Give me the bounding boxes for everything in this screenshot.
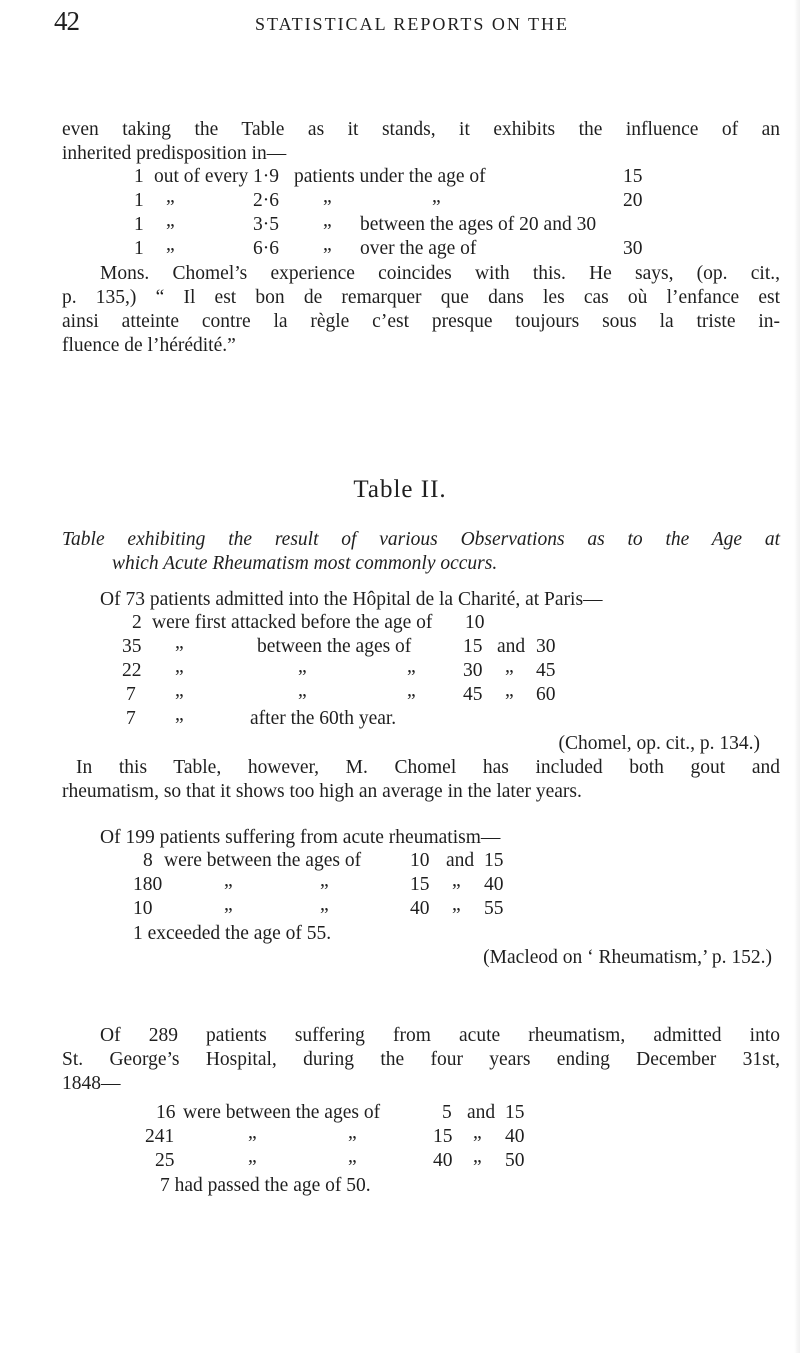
- s3-a: 5: [442, 1102, 452, 1123]
- s3-a: 15: [433, 1126, 453, 1147]
- s1-n: 7: [126, 684, 136, 705]
- intro-line-2: inherited predisposition in—: [62, 143, 287, 164]
- s1-ditto: „: [175, 704, 184, 725]
- running-header: STATISTICAL REPORTS ON THE: [255, 14, 569, 34]
- s1-ditto: „: [298, 680, 307, 701]
- ratio-n: 1: [134, 238, 144, 259]
- s1-ditto: „: [298, 656, 307, 677]
- s3-a: 40: [433, 1150, 453, 1171]
- ratio-age: 20: [623, 190, 643, 211]
- s3-and: and: [467, 1102, 496, 1123]
- section3-line-1: Of 289 patients suffering from acute rheumatism, admitted into: [100, 1025, 780, 1046]
- ratio-rate: 6·6: [253, 238, 279, 259]
- s2-b: 55: [484, 898, 504, 919]
- s1-n: 22: [122, 660, 142, 681]
- s1-b: 60: [536, 684, 556, 705]
- ratio-ditto: „: [323, 186, 332, 207]
- s1-a: 45: [463, 684, 483, 705]
- section3-last: 7 had passed the age of 50.: [160, 1175, 371, 1196]
- s3-b: 15: [505, 1102, 525, 1123]
- section3-line-2: St. George’s Hospital, during the four years ending December 31st,: [62, 1049, 780, 1070]
- s3-ditto: „: [473, 1146, 482, 1167]
- section3-line-3: 1848—: [62, 1073, 121, 1094]
- ratio-desc: between the ages of 20 and 30: [360, 214, 597, 235]
- s2-ditto: „: [224, 894, 233, 915]
- table-title: Table II.: [353, 476, 447, 503]
- s1-a: 15: [463, 636, 483, 657]
- s1-ditto: „: [407, 680, 416, 701]
- ratio-rate: 2·6: [253, 190, 279, 211]
- s2-text: were between the ages of: [164, 850, 362, 871]
- s3-ditto: „: [248, 1122, 257, 1143]
- s2-b: 40: [484, 874, 504, 895]
- s1-a: 30: [463, 660, 483, 681]
- ratio-ditto: „: [323, 210, 332, 231]
- ratio-age: 30: [623, 238, 643, 259]
- s2-ditto: „: [320, 894, 329, 915]
- s2-a: 10: [410, 850, 430, 871]
- s2-ditto: „: [452, 894, 461, 915]
- section1-note-1: In this Table, however, M. Chomel has included both gout and: [76, 757, 780, 778]
- s1-b: 30: [536, 636, 556, 657]
- s1-n: 2: [132, 612, 142, 633]
- ratio-ditto: „: [432, 186, 441, 207]
- ratio-ditto: „: [166, 186, 175, 207]
- intro-line-1: even taking the Table as it stands, it exhibits the influence of an: [62, 119, 780, 140]
- ratio-age: 15: [623, 166, 643, 187]
- section2-intro: Of 199 patients suffering from acute rheumatism—: [100, 827, 501, 848]
- section1-intro: Of 73 patients admitted into the Hôpital de la Charité, at Paris—: [100, 589, 603, 610]
- ratio-ditto: „: [323, 234, 332, 255]
- section2-last: 1 exceeded the age of 55.: [133, 923, 332, 944]
- s1-n: 7: [126, 708, 136, 729]
- s3-n: 25: [155, 1150, 175, 1171]
- section1-note-2: rheumatism, so that it shows too high an average in the later years.: [62, 781, 582, 802]
- ratio-n: 1: [134, 166, 144, 187]
- ratio-rate: 1·9: [253, 166, 279, 187]
- ratio-n: 1: [134, 214, 144, 235]
- table-caption-line-2: which Acute Rheumatism most commonly occurs.: [112, 553, 498, 574]
- s1-n: 35: [122, 636, 142, 657]
- chomel-line-1: Mons. Chomel’s experience coincides with this. He says, (op. cit.,: [100, 263, 780, 284]
- s3-n: 16: [156, 1102, 176, 1123]
- s2-a: 40: [410, 898, 430, 919]
- ratio-ditto: „: [166, 210, 175, 231]
- s1-b: 45: [536, 660, 556, 681]
- s2-and: and: [446, 850, 475, 871]
- s3-ditto: „: [348, 1146, 357, 1167]
- s2-a: 15: [410, 874, 430, 895]
- s3-b: 50: [505, 1150, 525, 1171]
- section1-source: (Chomel, op. cit., p. 134.): [558, 733, 760, 754]
- s1-ditto: „: [175, 632, 184, 653]
- ratio-text: out of every: [154, 166, 249, 187]
- chomel-line-4: fluence de l’hérédité.”: [62, 335, 236, 356]
- section2-source: (Macleod on ‘ Rheumatism,’ p. 152.): [483, 947, 772, 968]
- s3-b: 40: [505, 1126, 525, 1147]
- s2-ditto: „: [320, 870, 329, 891]
- ratio-n: 1: [134, 190, 144, 211]
- s1-age: 10: [465, 612, 485, 633]
- s3-ditto: „: [348, 1122, 357, 1143]
- s2-n: 10: [133, 898, 153, 919]
- s1-text: were first attacked before the age of: [152, 612, 433, 633]
- s2-ditto: „: [452, 870, 461, 891]
- s3-n: 241: [145, 1126, 175, 1147]
- chomel-line-2: p. 135,) “ Il est bon de remarquer que dans les cas où l’enfance est: [62, 287, 780, 308]
- s3-ditto: „: [473, 1122, 482, 1143]
- s1-text: between the ages of: [257, 636, 412, 657]
- s1-ditto: „: [175, 656, 184, 677]
- s2-n: 8: [143, 850, 153, 871]
- s2-b: 15: [484, 850, 504, 871]
- s1-and: and: [497, 636, 526, 657]
- s1-ditto: „: [407, 656, 416, 677]
- ratio-desc: patients under the age of: [294, 166, 486, 187]
- s1-text: after the 60th year.: [250, 708, 397, 729]
- page-edge-shadow: [794, 0, 800, 1353]
- page-number: 42: [54, 6, 79, 36]
- s3-text: were between the ages of: [183, 1102, 381, 1123]
- s2-n: 180: [133, 874, 163, 895]
- s2-ditto: „: [224, 870, 233, 891]
- ratio-desc: over the age of: [360, 238, 477, 259]
- chomel-line-3: ainsi atteinte contre la règle c’est presque toujours sous la triste in-: [62, 311, 780, 332]
- table-caption-line-1: Table exhibiting the result of various Observations as to the Age at: [62, 529, 780, 550]
- s1-ditto: „: [505, 680, 514, 701]
- s1-ditto: „: [505, 656, 514, 677]
- ratio-ditto: „: [166, 234, 175, 255]
- ratio-rate: 3·5: [253, 214, 279, 235]
- s3-ditto: „: [248, 1146, 257, 1167]
- s1-ditto: „: [175, 680, 184, 701]
